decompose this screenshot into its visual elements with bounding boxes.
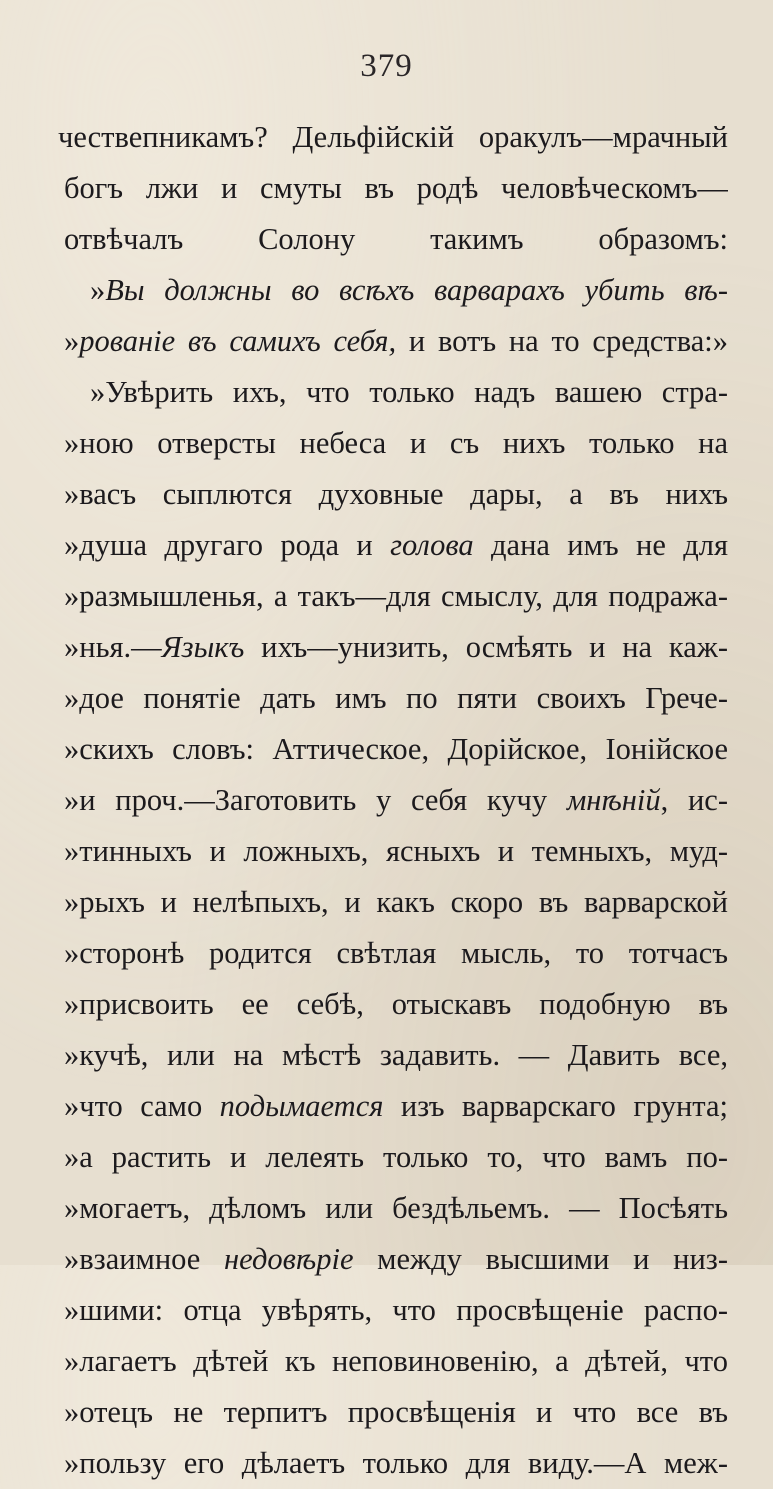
text-line: [64, 265, 728, 316]
text-segment: »взаимное: [64, 1242, 225, 1276]
body-text: [58, 112, 728, 1489]
text-segment: »васъ сыплются духовные дары, а въ нихъ: [64, 477, 728, 511]
text-line: [64, 1030, 728, 1081]
text-segment: »кучѣ, или на мѣстѣ задавить. — Давить все,: [64, 1038, 728, 1072]
text-line: [64, 622, 728, 673]
text-segment: ихъ—унизить, осмѣять и на каж-: [244, 630, 728, 664]
text-segment: изъ варварскаго грунта;: [383, 1089, 728, 1123]
text-line: [64, 214, 728, 265]
text-line: [58, 112, 728, 163]
text-segment: »лагаетъ дѣтей къ неповиновенію, а дѣтей, что: [64, 1344, 728, 1378]
text-line: [64, 571, 728, 622]
text-segment: »присвоить ее себѣ, отыскавъ подобную въ: [64, 987, 728, 1021]
text-line: [64, 775, 728, 826]
text-line: [64, 1234, 728, 1285]
text-line: [64, 877, 728, 928]
text-segment: »тинныхъ и ложныхъ, ясныхъ и темныхъ, муд-: [64, 834, 728, 868]
italic-text: Вы должны во всѣхъ варварахъ убить вѣ-: [105, 273, 728, 307]
text-line: [64, 979, 728, 1030]
text-segment: богъ лжи и смуты въ родѣ человѣческомъ—: [64, 171, 728, 205]
text-segment: , ис-: [660, 783, 728, 817]
text-segment: »пользу его дѣлаетъ только для виду.—А меж-: [64, 1446, 728, 1480]
text-segment: »сторонѣ родится свѣтлая мысль, то тотчасъ: [64, 936, 728, 970]
text-segment: »и проч.—Заготовить у себя кучу: [64, 783, 567, 817]
text-line: [64, 367, 728, 418]
text-line: [64, 1285, 728, 1336]
text-segment: чествепникамъ? Дельфійскій оракулъ—мрачный: [58, 120, 728, 154]
text-line: [64, 316, 728, 367]
page-number: 379: [360, 48, 413, 84]
text-segment: между высшими и низ-: [353, 1242, 728, 1276]
text-segment: »душа другаго рода и: [64, 528, 391, 562]
text-segment: »могаетъ, дѣломъ или бездѣльемъ. — Посѣять: [64, 1191, 728, 1225]
text-segment: дана имъ не для: [473, 528, 728, 562]
text-segment: »дое понятіе дать имъ по пяти своихъ Грече-: [64, 681, 728, 715]
text-segment: »: [64, 324, 80, 358]
text-segment: и вотъ на то средства:»: [396, 324, 728, 358]
text-line: [64, 418, 728, 469]
text-segment: »скихъ словъ: Аттическое, Дорійское, Іонійское: [64, 732, 728, 766]
italic-text: Языкъ: [161, 630, 245, 664]
text-line: [64, 1183, 728, 1234]
text-segment: »шими: отца увѣрять, что просвѣщеніе распо-: [64, 1293, 728, 1327]
text-line: [64, 163, 728, 214]
text-segment: »Увѣрить ихъ, что только надъ вашею стра-: [90, 375, 728, 409]
text-segment: »нья.—: [64, 630, 162, 664]
text-segment: »что само: [64, 1089, 220, 1123]
italic-text: рованіе въ самихъ себя,: [79, 324, 397, 358]
text-segment: »рыхъ и нелѣпыхъ, и какъ скоро въ варварской: [64, 885, 728, 919]
text-line: [64, 724, 728, 775]
text-segment: »а растить и лелеять только то, что вамъ по-: [64, 1140, 728, 1174]
text-line: [64, 1132, 728, 1183]
italic-text: голова: [390, 528, 474, 562]
text-segment: »: [90, 273, 106, 307]
text-line: [64, 1336, 728, 1387]
italic-text: недовѣріе: [224, 1242, 354, 1276]
text-line: [64, 520, 728, 571]
text-segment: »отецъ не терпитъ просвѣщенія и что все въ: [64, 1395, 728, 1429]
text-line: [64, 928, 728, 979]
text-line: [64, 1438, 728, 1489]
italic-text: подымается: [219, 1089, 384, 1123]
text-line: [64, 673, 728, 724]
text-segment: отвѣчалъ Солону такимъ образомъ:: [64, 222, 728, 256]
text-line: [64, 1387, 728, 1438]
text-line: [64, 826, 728, 877]
text-line: [64, 1081, 728, 1132]
text-segment: »ною отверсты небеса и съ нихъ только на: [64, 426, 728, 460]
text-segment: »размышленья, а такъ—для смыслу, для подража-: [64, 579, 728, 613]
italic-text: мнѣній: [566, 783, 661, 817]
text-line: [64, 469, 728, 520]
